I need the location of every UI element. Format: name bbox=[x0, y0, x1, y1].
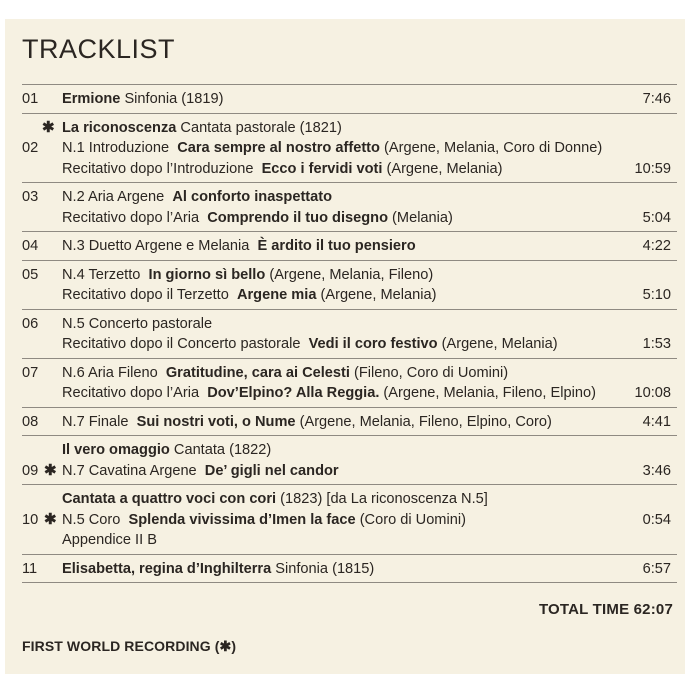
track-line bbox=[62, 559, 617, 580]
track-row bbox=[22, 84, 677, 113]
track-description bbox=[62, 265, 617, 306]
track-line bbox=[62, 383, 617, 404]
track-row bbox=[22, 358, 677, 407]
track-line bbox=[62, 265, 617, 286]
track-duration: 5:04 bbox=[642, 209, 671, 226]
track-description bbox=[62, 559, 617, 580]
track-number: 07 bbox=[22, 364, 39, 381]
track-text: (Argene, Melania) bbox=[382, 160, 503, 177]
track-duration: 1:53 bbox=[642, 336, 671, 352]
track-text: (Argene, Melania) bbox=[437, 336, 558, 352]
track-line bbox=[62, 118, 617, 139]
track-text: (Argene, Melania, Coro di Donne) bbox=[379, 140, 603, 156]
work-title-text: Argene mia bbox=[236, 287, 317, 303]
track-text: Recitativo dopo l’Aria bbox=[62, 209, 208, 226]
work-title-text: È ardito il tuo pensiero bbox=[257, 238, 416, 254]
track-text: Recitativo dopo l’Introduzione bbox=[62, 160, 262, 177]
track-description bbox=[62, 412, 617, 433]
work-title-text: La riconoscenza bbox=[62, 119, 177, 136]
track-row bbox=[22, 554, 677, 584]
track-duration: 6:57 bbox=[642, 560, 671, 577]
first-recording-marker: ✱ bbox=[44, 461, 57, 479]
work-title-text: Comprendo il tuo disegno bbox=[207, 209, 388, 226]
track-number: 03 bbox=[22, 189, 39, 205]
track-row bbox=[22, 309, 677, 358]
track-line bbox=[62, 187, 617, 208]
track-duration: 4:22 bbox=[642, 238, 671, 254]
first-world-recording-note: FIRST WORLD RECORDING (✱) bbox=[22, 638, 237, 654]
track-line bbox=[62, 412, 617, 433]
track-row bbox=[22, 231, 677, 260]
track-number: 09 bbox=[22, 462, 39, 479]
work-title-text: Vedi il coro festivo bbox=[308, 336, 438, 352]
track-text: N.5 Coro bbox=[62, 511, 129, 528]
work-title-text: In giorno sì bello bbox=[148, 266, 266, 283]
track-description bbox=[62, 187, 617, 228]
track-text: N.7 Cavatina Argene bbox=[62, 462, 205, 479]
track-description bbox=[62, 489, 617, 551]
track-line bbox=[62, 530, 617, 551]
track-line bbox=[62, 363, 617, 384]
track-description bbox=[62, 363, 617, 404]
work-title-text: Dov’Elpino? Alla Reggia. bbox=[207, 385, 380, 401]
track-duration: 4:41 bbox=[642, 413, 671, 430]
work-title-text: Sui nostri voti, o Nume bbox=[136, 413, 296, 430]
track-text: Sinfonia (1815) bbox=[271, 560, 375, 577]
track-text: (Argene, Melania, Fileno, Elpino) bbox=[379, 385, 596, 401]
track-text: Recitativo dopo il Concerto pastorale bbox=[62, 336, 309, 352]
track-number: 10 bbox=[22, 511, 39, 528]
track-text: Recitativo dopo il Terzetto bbox=[62, 287, 237, 303]
track-duration: 10:59 bbox=[634, 160, 671, 177]
track-line bbox=[62, 159, 617, 180]
first-recording-marker: ✱ bbox=[42, 118, 55, 136]
work-title-text: Splenda vivissima d’Imen la face bbox=[128, 511, 356, 528]
track-text: (Fileno, Coro di Uomini) bbox=[349, 364, 509, 381]
track-duration: 7:46 bbox=[642, 91, 671, 107]
track-description bbox=[62, 314, 617, 355]
work-title-text: Il vero omaggio bbox=[62, 442, 170, 458]
track-number: 02 bbox=[22, 140, 39, 156]
track-number: 04 bbox=[22, 238, 39, 254]
first-recording-marker: ✱ bbox=[44, 510, 57, 528]
track-line bbox=[62, 208, 617, 229]
track-row bbox=[22, 113, 677, 183]
track-line bbox=[62, 285, 617, 306]
track-number: 01 bbox=[22, 91, 39, 107]
track-duration: 10:08 bbox=[634, 385, 671, 401]
track-duration: 5:10 bbox=[642, 287, 671, 303]
track-number: 08 bbox=[22, 413, 39, 430]
track-line bbox=[62, 236, 617, 257]
track-text: (Melania) bbox=[388, 209, 453, 226]
work-title-text: Elisabetta, regina d’Inghilterra bbox=[62, 560, 272, 577]
track-duration: 0:54 bbox=[642, 511, 671, 528]
track-text: Sinfonia (1819) bbox=[120, 91, 224, 107]
track-description bbox=[62, 118, 617, 180]
track-text: Cantata pastorale (1821) bbox=[176, 119, 342, 136]
track-text: N.4 Terzetto bbox=[62, 266, 149, 283]
track-line bbox=[62, 440, 617, 461]
track-duration: 3:46 bbox=[642, 462, 671, 479]
track-row bbox=[22, 260, 677, 309]
track-line bbox=[62, 314, 617, 335]
work-title-text: Al conforto inaspettato bbox=[172, 189, 333, 205]
track-row bbox=[22, 182, 677, 231]
track-text: N.7 Finale bbox=[62, 413, 137, 430]
track-row bbox=[22, 407, 677, 436]
track-number: 06 bbox=[22, 315, 39, 332]
track-line bbox=[62, 138, 617, 159]
track-number: 11 bbox=[22, 560, 38, 577]
track-text: N.2 Aria Argene bbox=[62, 189, 173, 205]
work-title-text: Ecco i fervidi voti bbox=[261, 160, 383, 177]
total-time: TOTAL TIME 62:07 bbox=[538, 601, 673, 618]
track-line bbox=[62, 489, 617, 510]
track-line bbox=[62, 461, 617, 482]
track-row bbox=[22, 435, 677, 484]
track-text: N.1 Introduzione bbox=[62, 140, 178, 156]
track-text: Recitativo dopo l’Aria bbox=[62, 385, 208, 401]
track-number: 05 bbox=[22, 266, 39, 283]
work-title-text: Gratitudine, cara ai Celesti bbox=[165, 364, 350, 381]
track-text: Appendice II B bbox=[62, 532, 157, 548]
track-text: (Argene, Melania, Fileno, Elpino, Coro) bbox=[295, 413, 552, 430]
work-title-text: Cara sempre al nostro affetto bbox=[177, 140, 380, 156]
track-line bbox=[62, 510, 617, 531]
track-description bbox=[62, 236, 617, 257]
track-text: N.5 Concerto pastorale bbox=[62, 315, 213, 332]
work-title-text: Ermione bbox=[62, 91, 121, 107]
tracklist-table bbox=[22, 84, 677, 583]
work-title-text: Cantata a quattro voci con cori bbox=[62, 491, 277, 507]
track-description bbox=[62, 89, 617, 110]
track-text: (Argene, Melania, Fileno) bbox=[265, 266, 434, 283]
track-text: N.6 Aria Fileno bbox=[62, 364, 166, 381]
track-text: (1823) [da La riconoscenza N.5] bbox=[276, 491, 488, 507]
track-line bbox=[62, 89, 617, 110]
track-text: Cantata (1822) bbox=[169, 442, 272, 458]
tracklist-title: TRACKLIST bbox=[22, 34, 176, 64]
track-line bbox=[62, 334, 617, 355]
track-text: (Coro di Uomini) bbox=[355, 511, 466, 528]
track-row bbox=[22, 484, 677, 554]
track-description bbox=[62, 440, 617, 481]
work-title-text: De’ gigli nel candor bbox=[204, 462, 339, 479]
track-text: (Argene, Melania) bbox=[316, 287, 437, 303]
track-text: N.3 Duetto Argene e Melania bbox=[62, 238, 258, 254]
